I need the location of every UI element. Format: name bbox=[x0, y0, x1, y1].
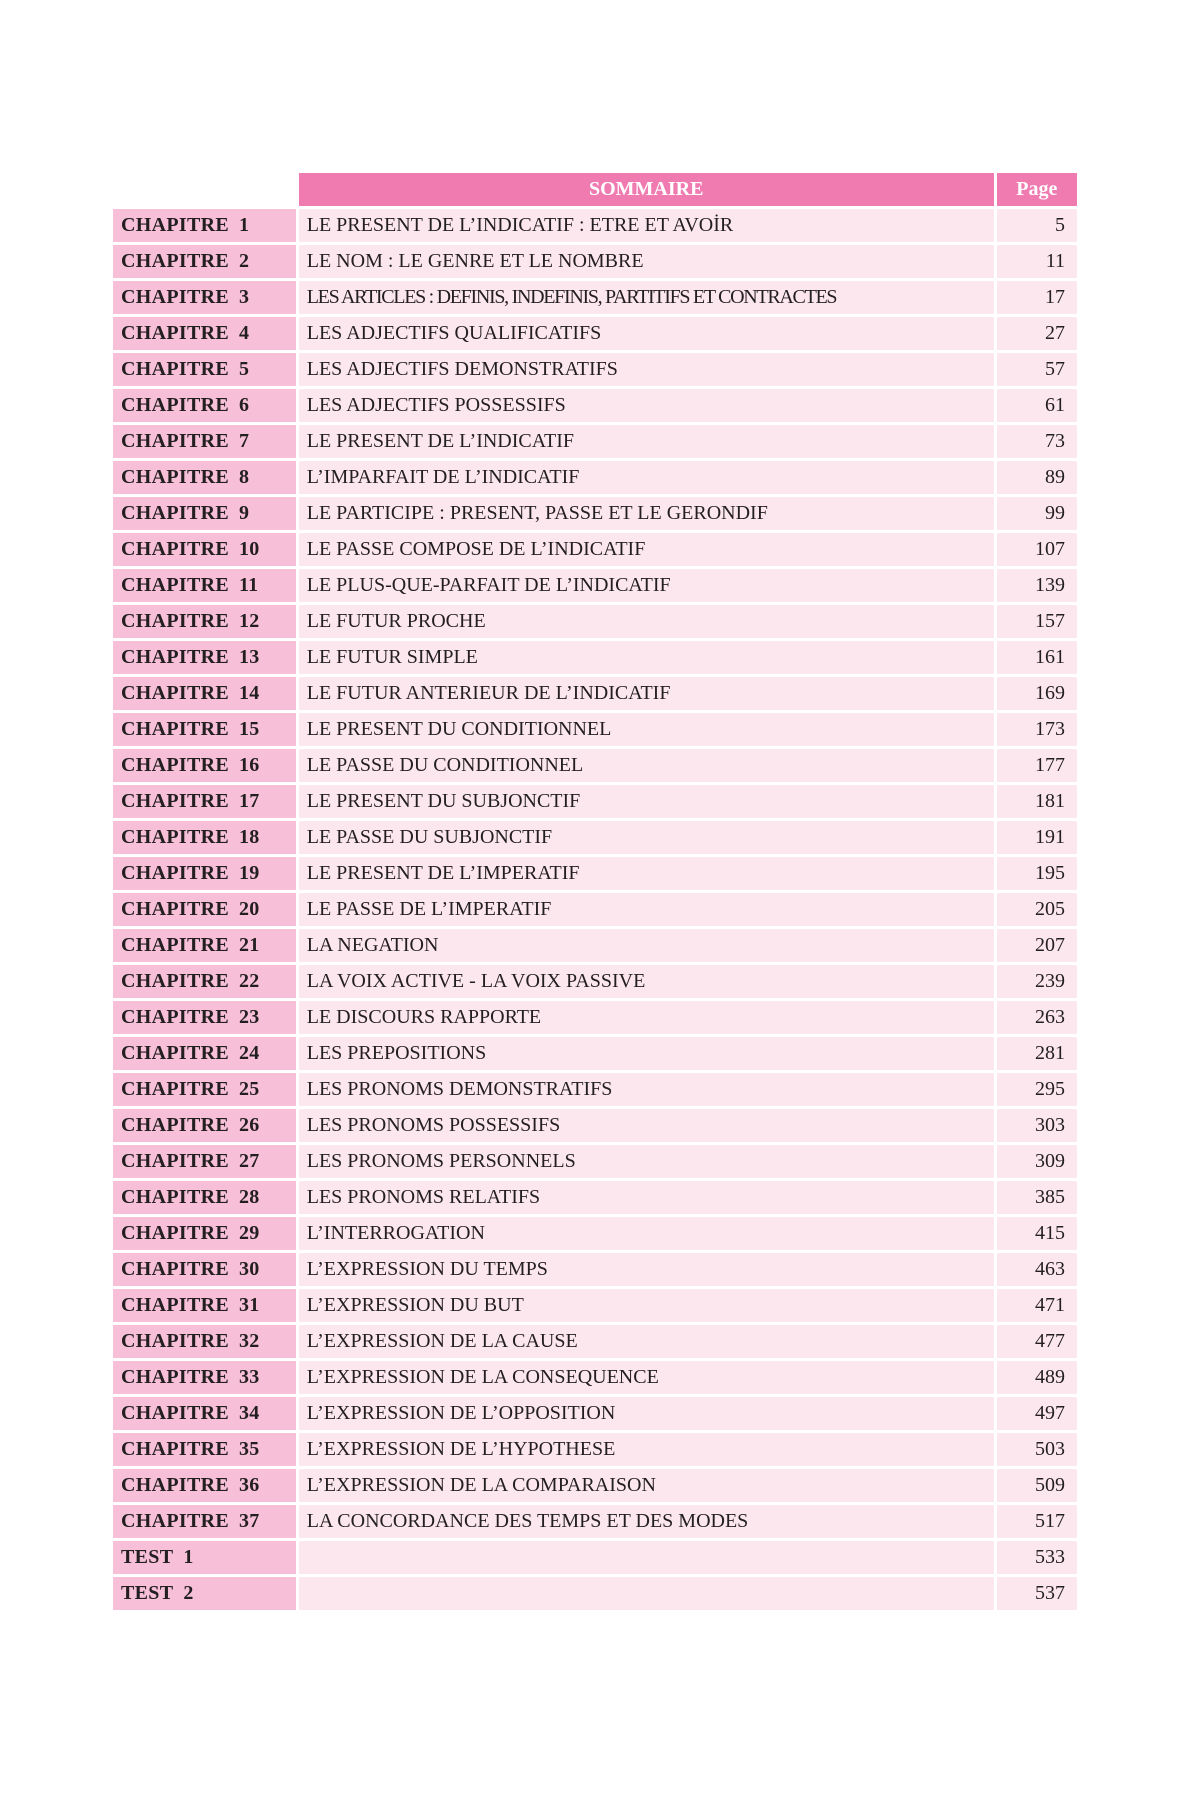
chapter-cell bbox=[113, 389, 296, 422]
table-row bbox=[113, 1289, 1077, 1322]
chapter-cell bbox=[113, 857, 296, 890]
chapter-title: LES PRONOMS POSSESSIFS bbox=[299, 1109, 994, 1142]
chapter-label: TEST bbox=[121, 1546, 174, 1568]
chapter-cell bbox=[113, 1397, 296, 1430]
chapter-label: CHAPITRE bbox=[121, 610, 229, 632]
header-blank-cell bbox=[113, 173, 296, 206]
chapter-title: LES PREPOSITIONS bbox=[299, 1037, 994, 1070]
page-number: 281 bbox=[997, 1037, 1077, 1070]
chapter-title: LE DISCOURS RAPPORTE bbox=[299, 1001, 994, 1034]
chapter-cell bbox=[113, 605, 296, 638]
chapter-title: LES ADJECTIFS QUALIFICATIFS bbox=[299, 317, 994, 350]
table-of-contents bbox=[110, 170, 1080, 1613]
table-row bbox=[113, 317, 1077, 350]
chapter-label: CHAPITRE bbox=[121, 790, 229, 812]
page-number: 191 bbox=[997, 821, 1077, 854]
table-row bbox=[113, 785, 1077, 818]
chapter-label: CHAPITRE bbox=[121, 538, 229, 560]
chapter-title bbox=[299, 1577, 994, 1610]
table-row bbox=[113, 389, 1077, 422]
page-number: 73 bbox=[997, 425, 1077, 458]
chapter-title: L’INTERROGATION bbox=[299, 1217, 994, 1250]
chapter-cell bbox=[113, 1469, 296, 1502]
table-row bbox=[113, 1397, 1077, 1430]
page-number: 497 bbox=[997, 1397, 1077, 1430]
page-number: 177 bbox=[997, 749, 1077, 782]
chapter-title: LES ADJECTIFS DEMONSTRATIFS bbox=[299, 353, 994, 386]
chapter-title: LE PASSE COMPOSE DE L’INDICATIF bbox=[299, 533, 994, 566]
chapter-cell bbox=[113, 1577, 296, 1610]
table-row bbox=[113, 1001, 1077, 1034]
table-row bbox=[113, 713, 1077, 746]
chapter-cell bbox=[113, 1145, 296, 1178]
chapter-label: CHAPITRE bbox=[121, 1474, 229, 1496]
chapter-label: CHAPITRE bbox=[121, 358, 229, 380]
chapter-title: LE PRESENT DE L’INDICATIF : ETRE ET AVOİR bbox=[299, 209, 994, 242]
chapter-label: CHAPITRE bbox=[121, 826, 229, 848]
chapter-title: LE FUTUR PROCHE bbox=[299, 605, 994, 638]
chapter-cell bbox=[113, 1325, 296, 1358]
table-row bbox=[113, 1253, 1077, 1286]
page-number: 205 bbox=[997, 893, 1077, 926]
chapter-cell bbox=[113, 425, 296, 458]
header-row bbox=[113, 173, 1077, 206]
table-row bbox=[113, 1181, 1077, 1214]
chapter-title: LES PRONOMS RELATIFS bbox=[299, 1181, 994, 1214]
page-number: 5 bbox=[997, 209, 1077, 242]
page-number: 295 bbox=[997, 1073, 1077, 1106]
chapter-label: CHAPITRE bbox=[121, 1366, 229, 1388]
chapter-number: 27 bbox=[238, 1150, 260, 1172]
chapter-number: 11 bbox=[238, 574, 259, 596]
chapter-cell bbox=[113, 1001, 296, 1034]
table-row bbox=[113, 821, 1077, 854]
chapter-number: 8 bbox=[238, 466, 250, 488]
chapter-number: 28 bbox=[238, 1186, 260, 1208]
page-number: 11 bbox=[997, 245, 1077, 278]
page-number: 385 bbox=[997, 1181, 1077, 1214]
chapter-label: CHAPITRE bbox=[121, 862, 229, 884]
chapter-cell bbox=[113, 245, 296, 278]
chapter-cell bbox=[113, 785, 296, 818]
chapter-label: CHAPITRE bbox=[121, 1078, 229, 1100]
page-number: 161 bbox=[997, 641, 1077, 674]
table-row bbox=[113, 533, 1077, 566]
chapter-label: CHAPITRE bbox=[121, 1150, 229, 1172]
table-row bbox=[113, 677, 1077, 710]
chapter-label: CHAPITRE bbox=[121, 214, 229, 236]
table-row bbox=[113, 641, 1077, 674]
chapter-title: LE PRESENT DE L’INDICATIF bbox=[299, 425, 994, 458]
chapter-title: LE NOM : LE GENRE ET LE NOMBRE bbox=[299, 245, 994, 278]
chapter-cell bbox=[113, 749, 296, 782]
table-row bbox=[113, 1541, 1077, 1574]
chapter-title: LES ARTICLES : DEFINIS, INDEFINIS, PARTITIFS ET CONTRACTES bbox=[299, 281, 994, 314]
table-row bbox=[113, 929, 1077, 962]
chapter-title: LE FUTUR ANTERIEUR DE L’INDICATIF bbox=[299, 677, 994, 710]
chapter-title: LE PRESENT DU SUBJONCTIF bbox=[299, 785, 994, 818]
table-row bbox=[113, 1361, 1077, 1394]
chapter-cell bbox=[113, 569, 296, 602]
chapter-title: L’EXPRESSION DE L’OPPOSITION bbox=[299, 1397, 994, 1430]
chapter-number: 33 bbox=[238, 1366, 260, 1388]
table-row bbox=[113, 1325, 1077, 1358]
chapter-title: LA CONCORDANCE DES TEMPS ET DES MODES bbox=[299, 1505, 994, 1538]
page-number: 471 bbox=[997, 1289, 1077, 1322]
chapter-cell bbox=[113, 1109, 296, 1142]
chapter-number: 12 bbox=[238, 610, 260, 632]
chapter-number: 19 bbox=[238, 862, 260, 884]
chapter-number: 2 bbox=[238, 250, 250, 272]
chapter-cell bbox=[113, 641, 296, 674]
chapter-number: 22 bbox=[238, 970, 260, 992]
page-number: 27 bbox=[997, 317, 1077, 350]
chapter-label: CHAPITRE bbox=[121, 574, 229, 596]
chapter-title: LA VOIX ACTIVE - LA VOIX PASSIVE bbox=[299, 965, 994, 998]
chapter-label: CHAPITRE bbox=[121, 1006, 229, 1028]
chapter-title: L’EXPRESSION DE LA COMPARAISON bbox=[299, 1469, 994, 1502]
chapter-label: CHAPITRE bbox=[121, 1402, 229, 1424]
chapter-number: 1 bbox=[238, 214, 250, 236]
page-number: 169 bbox=[997, 677, 1077, 710]
chapter-number: 15 bbox=[238, 718, 260, 740]
page-number: 463 bbox=[997, 1253, 1077, 1286]
chapter-cell bbox=[113, 1541, 296, 1574]
table-row bbox=[113, 1109, 1077, 1142]
page-number: 207 bbox=[997, 929, 1077, 962]
chapter-number: 37 bbox=[238, 1510, 260, 1532]
chapter-number: 6 bbox=[238, 394, 250, 416]
chapter-number: 21 bbox=[238, 934, 260, 956]
chapter-label: CHAPITRE bbox=[121, 646, 229, 668]
chapter-number: 3 bbox=[238, 286, 250, 308]
chapter-title: LE PARTICIPE : PRESENT, PASSE ET LE GERONDIF bbox=[299, 497, 994, 530]
page-number: 509 bbox=[997, 1469, 1077, 1502]
table-row bbox=[113, 1469, 1077, 1502]
chapter-number: 20 bbox=[238, 898, 260, 920]
chapter-number: 4 bbox=[238, 322, 250, 344]
table-row bbox=[113, 1577, 1077, 1610]
chapter-label: CHAPITRE bbox=[121, 1294, 229, 1316]
chapter-cell bbox=[113, 1253, 296, 1286]
page-number: 415 bbox=[997, 1217, 1077, 1250]
chapter-title: L’EXPRESSION DE LA CONSEQUENCE bbox=[299, 1361, 994, 1394]
chapter-label: CHAPITRE bbox=[121, 682, 229, 704]
chapter-label: CHAPITRE bbox=[121, 1114, 229, 1136]
chapter-label: CHAPITRE bbox=[121, 1438, 229, 1460]
chapter-number: 13 bbox=[238, 646, 260, 668]
chapter-cell bbox=[113, 1073, 296, 1106]
chapter-cell bbox=[113, 821, 296, 854]
chapter-cell bbox=[113, 965, 296, 998]
page-number: 61 bbox=[997, 389, 1077, 422]
chapter-cell bbox=[113, 893, 296, 926]
chapter-number: 30 bbox=[238, 1258, 260, 1280]
page-number: 477 bbox=[997, 1325, 1077, 1358]
chapter-cell bbox=[113, 461, 296, 494]
table-row bbox=[113, 1505, 1077, 1538]
chapter-label: CHAPITRE bbox=[121, 970, 229, 992]
chapter-title: LA NEGATION bbox=[299, 929, 994, 962]
chapter-label: CHAPITRE bbox=[121, 1042, 229, 1064]
page-number: 263 bbox=[997, 1001, 1077, 1034]
page-number: 57 bbox=[997, 353, 1077, 386]
chapter-title: LE PASSE DU CONDITIONNEL bbox=[299, 749, 994, 782]
chapter-number: 9 bbox=[238, 502, 250, 524]
chapter-number: 23 bbox=[238, 1006, 260, 1028]
chapter-label: CHAPITRE bbox=[121, 934, 229, 956]
chapter-title: LE FUTUR SIMPLE bbox=[299, 641, 994, 674]
page-header: Page bbox=[997, 173, 1077, 206]
page-number: 99 bbox=[997, 497, 1077, 530]
chapter-title: LE PASSE DU SUBJONCTIF bbox=[299, 821, 994, 854]
chapter-title bbox=[299, 1541, 994, 1574]
chapter-cell bbox=[113, 1433, 296, 1466]
chapter-title: LE PRESENT DE L’IMPERATIF bbox=[299, 857, 994, 890]
chapter-title: LES PRONOMS DEMONSTRATIFS bbox=[299, 1073, 994, 1106]
page-number: 157 bbox=[997, 605, 1077, 638]
chapter-label: CHAPITRE bbox=[121, 430, 229, 452]
page-number: 303 bbox=[997, 1109, 1077, 1142]
table-row bbox=[113, 1145, 1077, 1178]
chapter-cell bbox=[113, 1181, 296, 1214]
chapter-label: CHAPITRE bbox=[121, 754, 229, 776]
chapter-label: CHAPITRE bbox=[121, 286, 229, 308]
chapter-number: 31 bbox=[238, 1294, 260, 1316]
page-number: 89 bbox=[997, 461, 1077, 494]
chapter-number: 7 bbox=[238, 430, 250, 452]
table-row bbox=[113, 569, 1077, 602]
page-number: 537 bbox=[997, 1577, 1077, 1610]
table-row bbox=[113, 1073, 1077, 1106]
table-row bbox=[113, 749, 1077, 782]
chapter-label: CHAPITRE bbox=[121, 1510, 229, 1532]
chapter-title: LE PASSE DE L’IMPERATIF bbox=[299, 893, 994, 926]
chapter-cell bbox=[113, 713, 296, 746]
chapter-cell bbox=[113, 677, 296, 710]
chapter-number: 10 bbox=[238, 538, 260, 560]
chapter-cell bbox=[113, 533, 296, 566]
chapter-label: CHAPITRE bbox=[121, 1330, 229, 1352]
chapter-number: 36 bbox=[238, 1474, 260, 1496]
chapter-title: L’EXPRESSION DE L’HYPOTHESE bbox=[299, 1433, 994, 1466]
table-row bbox=[113, 353, 1077, 386]
chapter-title: LES PRONOMS PERSONNELS bbox=[299, 1145, 994, 1178]
chapter-title: LE PLUS-QUE-PARFAIT DE L’INDICATIF bbox=[299, 569, 994, 602]
chapter-label: CHAPITRE bbox=[121, 1222, 229, 1244]
chapter-cell bbox=[113, 929, 296, 962]
chapter-number: 1 bbox=[183, 1546, 194, 1568]
table-row bbox=[113, 461, 1077, 494]
page-number: 533 bbox=[997, 1541, 1077, 1574]
table-row bbox=[113, 1217, 1077, 1250]
chapter-label: CHAPITRE bbox=[121, 394, 229, 416]
chapter-number: 18 bbox=[238, 826, 260, 848]
chapter-label: TEST bbox=[121, 1582, 174, 1604]
chapter-title: LES ADJECTIFS POSSESSIFS bbox=[299, 389, 994, 422]
page-number: 489 bbox=[997, 1361, 1077, 1394]
page-number: 17 bbox=[997, 281, 1077, 314]
chapter-cell bbox=[113, 209, 296, 242]
chapter-number: 24 bbox=[238, 1042, 260, 1064]
summary-header: SOMMAIRE bbox=[299, 173, 994, 206]
chapter-cell bbox=[113, 1505, 296, 1538]
chapter-title: L’IMPARFAIT DE L’INDICATIF bbox=[299, 461, 994, 494]
chapter-label: CHAPITRE bbox=[121, 1258, 229, 1280]
chapter-title: LE PRESENT DU CONDITIONNEL bbox=[299, 713, 994, 746]
chapter-title: L’EXPRESSION DU TEMPS bbox=[299, 1253, 994, 1286]
chapter-cell bbox=[113, 1289, 296, 1322]
chapter-label: CHAPITRE bbox=[121, 898, 229, 920]
table-row bbox=[113, 965, 1077, 998]
toc-body bbox=[113, 209, 1077, 1610]
chapter-label: CHAPITRE bbox=[121, 322, 229, 344]
table-row bbox=[113, 857, 1077, 890]
chapter-number: 26 bbox=[238, 1114, 260, 1136]
page-number: 195 bbox=[997, 857, 1077, 890]
page-number: 139 bbox=[997, 569, 1077, 602]
chapter-cell bbox=[113, 1037, 296, 1070]
chapter-cell bbox=[113, 1217, 296, 1250]
chapter-cell bbox=[113, 353, 296, 386]
chapter-number: 32 bbox=[238, 1330, 260, 1352]
table-row bbox=[113, 1037, 1077, 1070]
chapter-number: 16 bbox=[238, 754, 260, 776]
chapter-number: 34 bbox=[238, 1402, 260, 1424]
chapter-cell bbox=[113, 1361, 296, 1394]
chapter-number: 29 bbox=[238, 1222, 260, 1244]
chapter-title: L’EXPRESSION DU BUT bbox=[299, 1289, 994, 1322]
chapter-label: CHAPITRE bbox=[121, 502, 229, 524]
chapter-label: CHAPITRE bbox=[121, 250, 229, 272]
page-number: 181 bbox=[997, 785, 1077, 818]
table-row bbox=[113, 893, 1077, 926]
chapter-number: 2 bbox=[183, 1582, 194, 1604]
page-number: 309 bbox=[997, 1145, 1077, 1178]
chapter-title: L’EXPRESSION DE LA CAUSE bbox=[299, 1325, 994, 1358]
chapter-label: CHAPITRE bbox=[121, 1186, 229, 1208]
chapter-number: 5 bbox=[238, 358, 250, 380]
page-number: 517 bbox=[997, 1505, 1077, 1538]
chapter-label: CHAPITRE bbox=[121, 718, 229, 740]
chapter-cell bbox=[113, 317, 296, 350]
chapter-number: 35 bbox=[238, 1438, 260, 1460]
page-number: 107 bbox=[997, 533, 1077, 566]
table-row bbox=[113, 281, 1077, 314]
table-row bbox=[113, 425, 1077, 458]
table-row bbox=[113, 245, 1077, 278]
page-number: 239 bbox=[997, 965, 1077, 998]
table-row bbox=[113, 1433, 1077, 1466]
page-number: 173 bbox=[997, 713, 1077, 746]
table-row bbox=[113, 209, 1077, 242]
table-row bbox=[113, 605, 1077, 638]
chapter-cell bbox=[113, 281, 296, 314]
chapter-label: CHAPITRE bbox=[121, 466, 229, 488]
chapter-cell bbox=[113, 497, 296, 530]
chapter-number: 17 bbox=[238, 790, 260, 812]
table-row bbox=[113, 497, 1077, 530]
page-number: 503 bbox=[997, 1433, 1077, 1466]
chapter-number: 14 bbox=[238, 682, 260, 704]
chapter-number: 25 bbox=[238, 1078, 260, 1100]
